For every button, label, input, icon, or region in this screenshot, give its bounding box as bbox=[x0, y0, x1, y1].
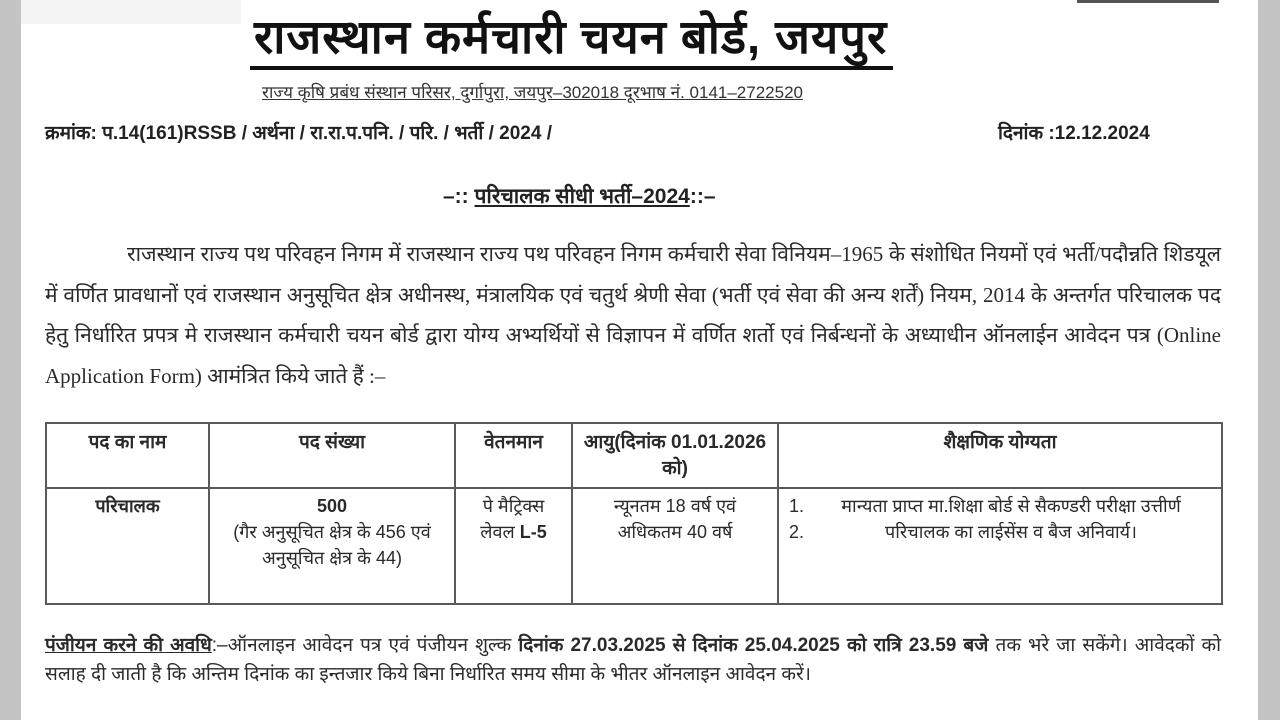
col-post-name: पद का नाम bbox=[46, 423, 209, 488]
table-header-row bbox=[46, 423, 1222, 488]
registration-period bbox=[45, 631, 1221, 689]
qualification-list bbox=[787, 493, 1213, 545]
cell-post-count bbox=[209, 488, 455, 604]
cell-qualification bbox=[778, 488, 1222, 604]
cell-post-name: परिचालक bbox=[46, 488, 209, 604]
top-right-rule bbox=[1077, 0, 1219, 3]
posts-table bbox=[45, 422, 1223, 605]
intro-paragraph bbox=[45, 234, 1221, 396]
intro-text: राजस्थान राज्य पथ परिवहन निगम में राजस्थान राज्य पथ परिवहन निगम कर्मचारी सेवा विनियम–1965 के संशोधित नियमों एवं भर्ती/पदौन्नति शिडयूल में वर्णित प्रावधानों एवं राजस्थान अनुसूचित क्षेत्र अधीनस्थ, मंत्रालयिक एवं चतुर्थ श्रेणी सेवा (भर्ती एवं सेवा की अन्य शर्तें) नियम, 2014 के अन्तर्गत परिचालक पद हेतु निर्धारित प्रपत्र मे राजस्थान कर्मचारी चयन बोर्ड द्वारा योग्य अभ्यर्थियों से विज्ञापन में वर्णित शर्तो एवं निर्बन्धनों के अध्याधीन ऑनलाईन आवेदन पत्र (Online Application Form) आमंत्रित किये जाते हैं :– bbox=[45, 242, 1221, 388]
table-row bbox=[46, 488, 1222, 604]
notice-heading bbox=[443, 182, 716, 210]
col-post-count: पद संख्या bbox=[209, 423, 455, 488]
col-pay-scale: वेतनमान bbox=[455, 423, 572, 488]
pay-level: L-5 bbox=[519, 522, 547, 542]
registration-label: पंजीयन करने की अवधि bbox=[45, 635, 212, 656]
registration-text-before: :–ऑनलाइन आवेदन पत्र एवं पंजीयन शुल्क bbox=[211, 635, 519, 656]
qualification-item: 1. मान्यता प्राप्त मा.शिक्षा बोर्ड से सैकण्डरी परीक्षा उत्तीर्ण bbox=[809, 493, 1213, 519]
cell-age: न्यूनतम 18 वर्ष एवं अधिकतम 40 वर्ष bbox=[572, 488, 778, 604]
post-count-detail: (गैर अनुसूचित क्षेत्र के 456 एवं अनुसूचित क्षेत्र के 44) bbox=[233, 522, 431, 568]
heading-title: परिचालक सीधी भर्ती–2024 bbox=[474, 185, 690, 208]
post-count-total: 500 bbox=[316, 496, 348, 516]
col-age: आयु(दिनांक 01.01.2026 को) bbox=[572, 423, 778, 488]
heading-prefix: –:: bbox=[443, 185, 475, 208]
board-address: राज्य कृषि प्रबंध संस्थान परिसर, दुर्गापुरा, जयपुर–302018 दूरभाष नं. 0141–2722520 bbox=[262, 83, 803, 102]
pay-prefix: पे मैट्रिक्स लेवल bbox=[480, 496, 545, 542]
board-title: राजस्थान कर्मचारी चयन बोर्ड, जयपुर bbox=[250, 8, 893, 70]
heading-suffix: ::– bbox=[689, 185, 716, 208]
page-top-fade bbox=[21, 0, 241, 24]
reference-number: क्रमांक: प.14(161)RSSB / अर्थना / रा.रा.प.पनि. / परि. / भर्ती / 2024 / bbox=[45, 123, 552, 144]
registration-dates: दिनांक 27.03.2025 से दिनांक 25.04.2025 को रात्रि 23.59 बजे bbox=[518, 635, 989, 656]
col-qualification: शैक्षणिक योग्यता bbox=[778, 423, 1222, 488]
cell-pay-scale bbox=[455, 488, 572, 604]
registration-text-after: तक भरे जा सकेंगे। आवेदकों को सलाह दी जाती है कि अन्तिम दिनांक का इन्तजार किये बिना निर्धारित समय सीमा के भीतर ऑनलाइन आवेदन करें। bbox=[45, 635, 1221, 685]
qualification-item: 2. परिचालक का लाईसेंस व बैज अनिवार्य। bbox=[809, 519, 1213, 545]
notice-date: दिनांक :12.12.2024 bbox=[998, 123, 1150, 144]
